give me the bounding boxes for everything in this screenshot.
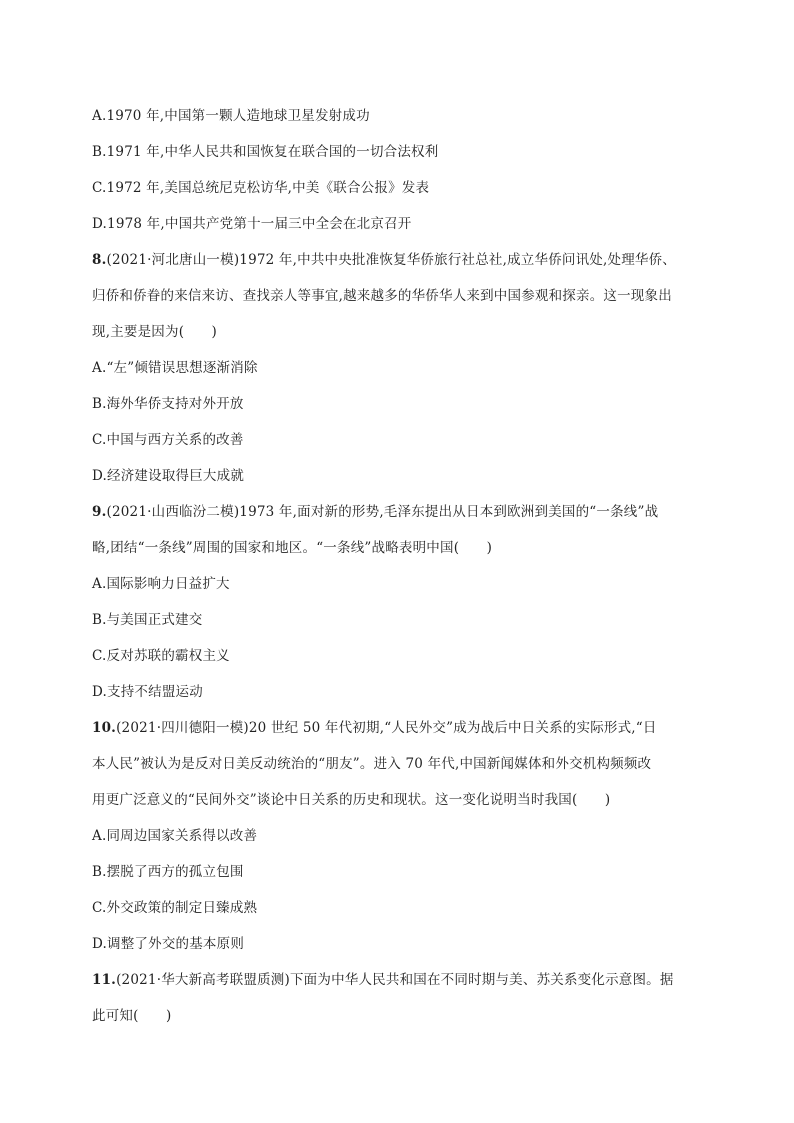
- q7-option-c: C.1972 年,美国总统尼克松访华,中美《联合公报》发表: [92, 180, 430, 196]
- q9-stem-line-2: 略,团结“一条线”周围的国家和地区。“一条线”战略表明中国( ): [92, 540, 493, 556]
- q11-stem-line-1: [92, 970, 712, 990]
- q9-option-d: D.支持不结盟运动: [92, 684, 203, 700]
- q7-option-b: B.1971 年,中华人民共和国恢复在联合国的一切合法权利: [92, 144, 439, 160]
- q9-stem-text-1: (2021·山西临汾二模)1973 年,面对新的形势,毛泽东提出从日本到欧洲到美国的“一条线”战: [106, 504, 659, 520]
- q7-option-d: D.1978 年,中国共产党第十一届三中全会在北京召开: [92, 216, 412, 232]
- q8-option-d: D.经济建设取得巨大成就: [92, 468, 245, 484]
- q9-option-a: A.国际影响力日益扩大: [92, 576, 230, 592]
- q11-number: 11.: [92, 972, 117, 988]
- q8-stem-line-3: 现,主要是因为( ): [92, 324, 218, 340]
- q7-option-a: A.1970 年,中国第一颗人造地球卫星发射成功: [92, 108, 370, 124]
- q8-stem-line-1: [92, 250, 712, 270]
- q9-option-c: C.反对苏联的霸权主义: [92, 648, 230, 664]
- q10-option-a: A.同周边国家关系得以改善: [92, 828, 258, 844]
- q8-option-b: B.海外华侨支持对外开放: [92, 396, 244, 412]
- q10-option-d: D.调整了外交的基本原则: [92, 936, 245, 952]
- q10-stem-line-1: [92, 718, 712, 738]
- q9-option-b: B.与美国正式建交: [92, 612, 203, 628]
- q10-number: 10.: [92, 720, 117, 736]
- q8-option-c: C.中国与西方关系的改善: [92, 432, 244, 448]
- q10-option-b: B.摆脱了西方的孤立包围: [92, 864, 244, 880]
- q8-stem-line-2: 归侨和侨眷的来信来访、查找亲人等事宜,越来越多的华侨华人来到中国参观和探亲。这一现象出: [92, 288, 672, 304]
- q10-stem-line-3: 用更广泛意义的“民间外交”谈论中日关系的历史和现状。这一变化说明当时我国( ): [92, 792, 611, 808]
- q10-stem-text-1: (2021·四川德阳一模)20 世纪 50 年代初期,“人民外交”成为战后中日关系的实际形式,“日: [116, 720, 657, 736]
- q8-stem-text-1: (2021·河北唐山一模)1972 年,中共中央批准恢复华侨旅行社总社,成立华侨问讯处,处理华侨、: [106, 252, 677, 268]
- q11-stem-text-1: (2021·华大新高考联盟质测)下面为中华人民共和国在不同时期与美、苏关系变化示意图。据: [116, 972, 674, 988]
- q8-option-a: A.“左”倾错误思想逐渐消除: [92, 360, 258, 376]
- q8-number: 8.: [92, 252, 107, 268]
- q9-number: 9.: [92, 504, 107, 520]
- q10-option-c: C.外交政策的制定日臻成熟: [92, 900, 258, 916]
- q9-stem-line-1: [92, 502, 712, 522]
- q10-stem-line-2: 本人民”被认为是反对日美反动统治的“朋友”。进入 70 年代,中国新闻媒体和外交机构频频改: [92, 756, 652, 772]
- q11-stem-line-2: 此可知( ): [92, 1008, 172, 1024]
